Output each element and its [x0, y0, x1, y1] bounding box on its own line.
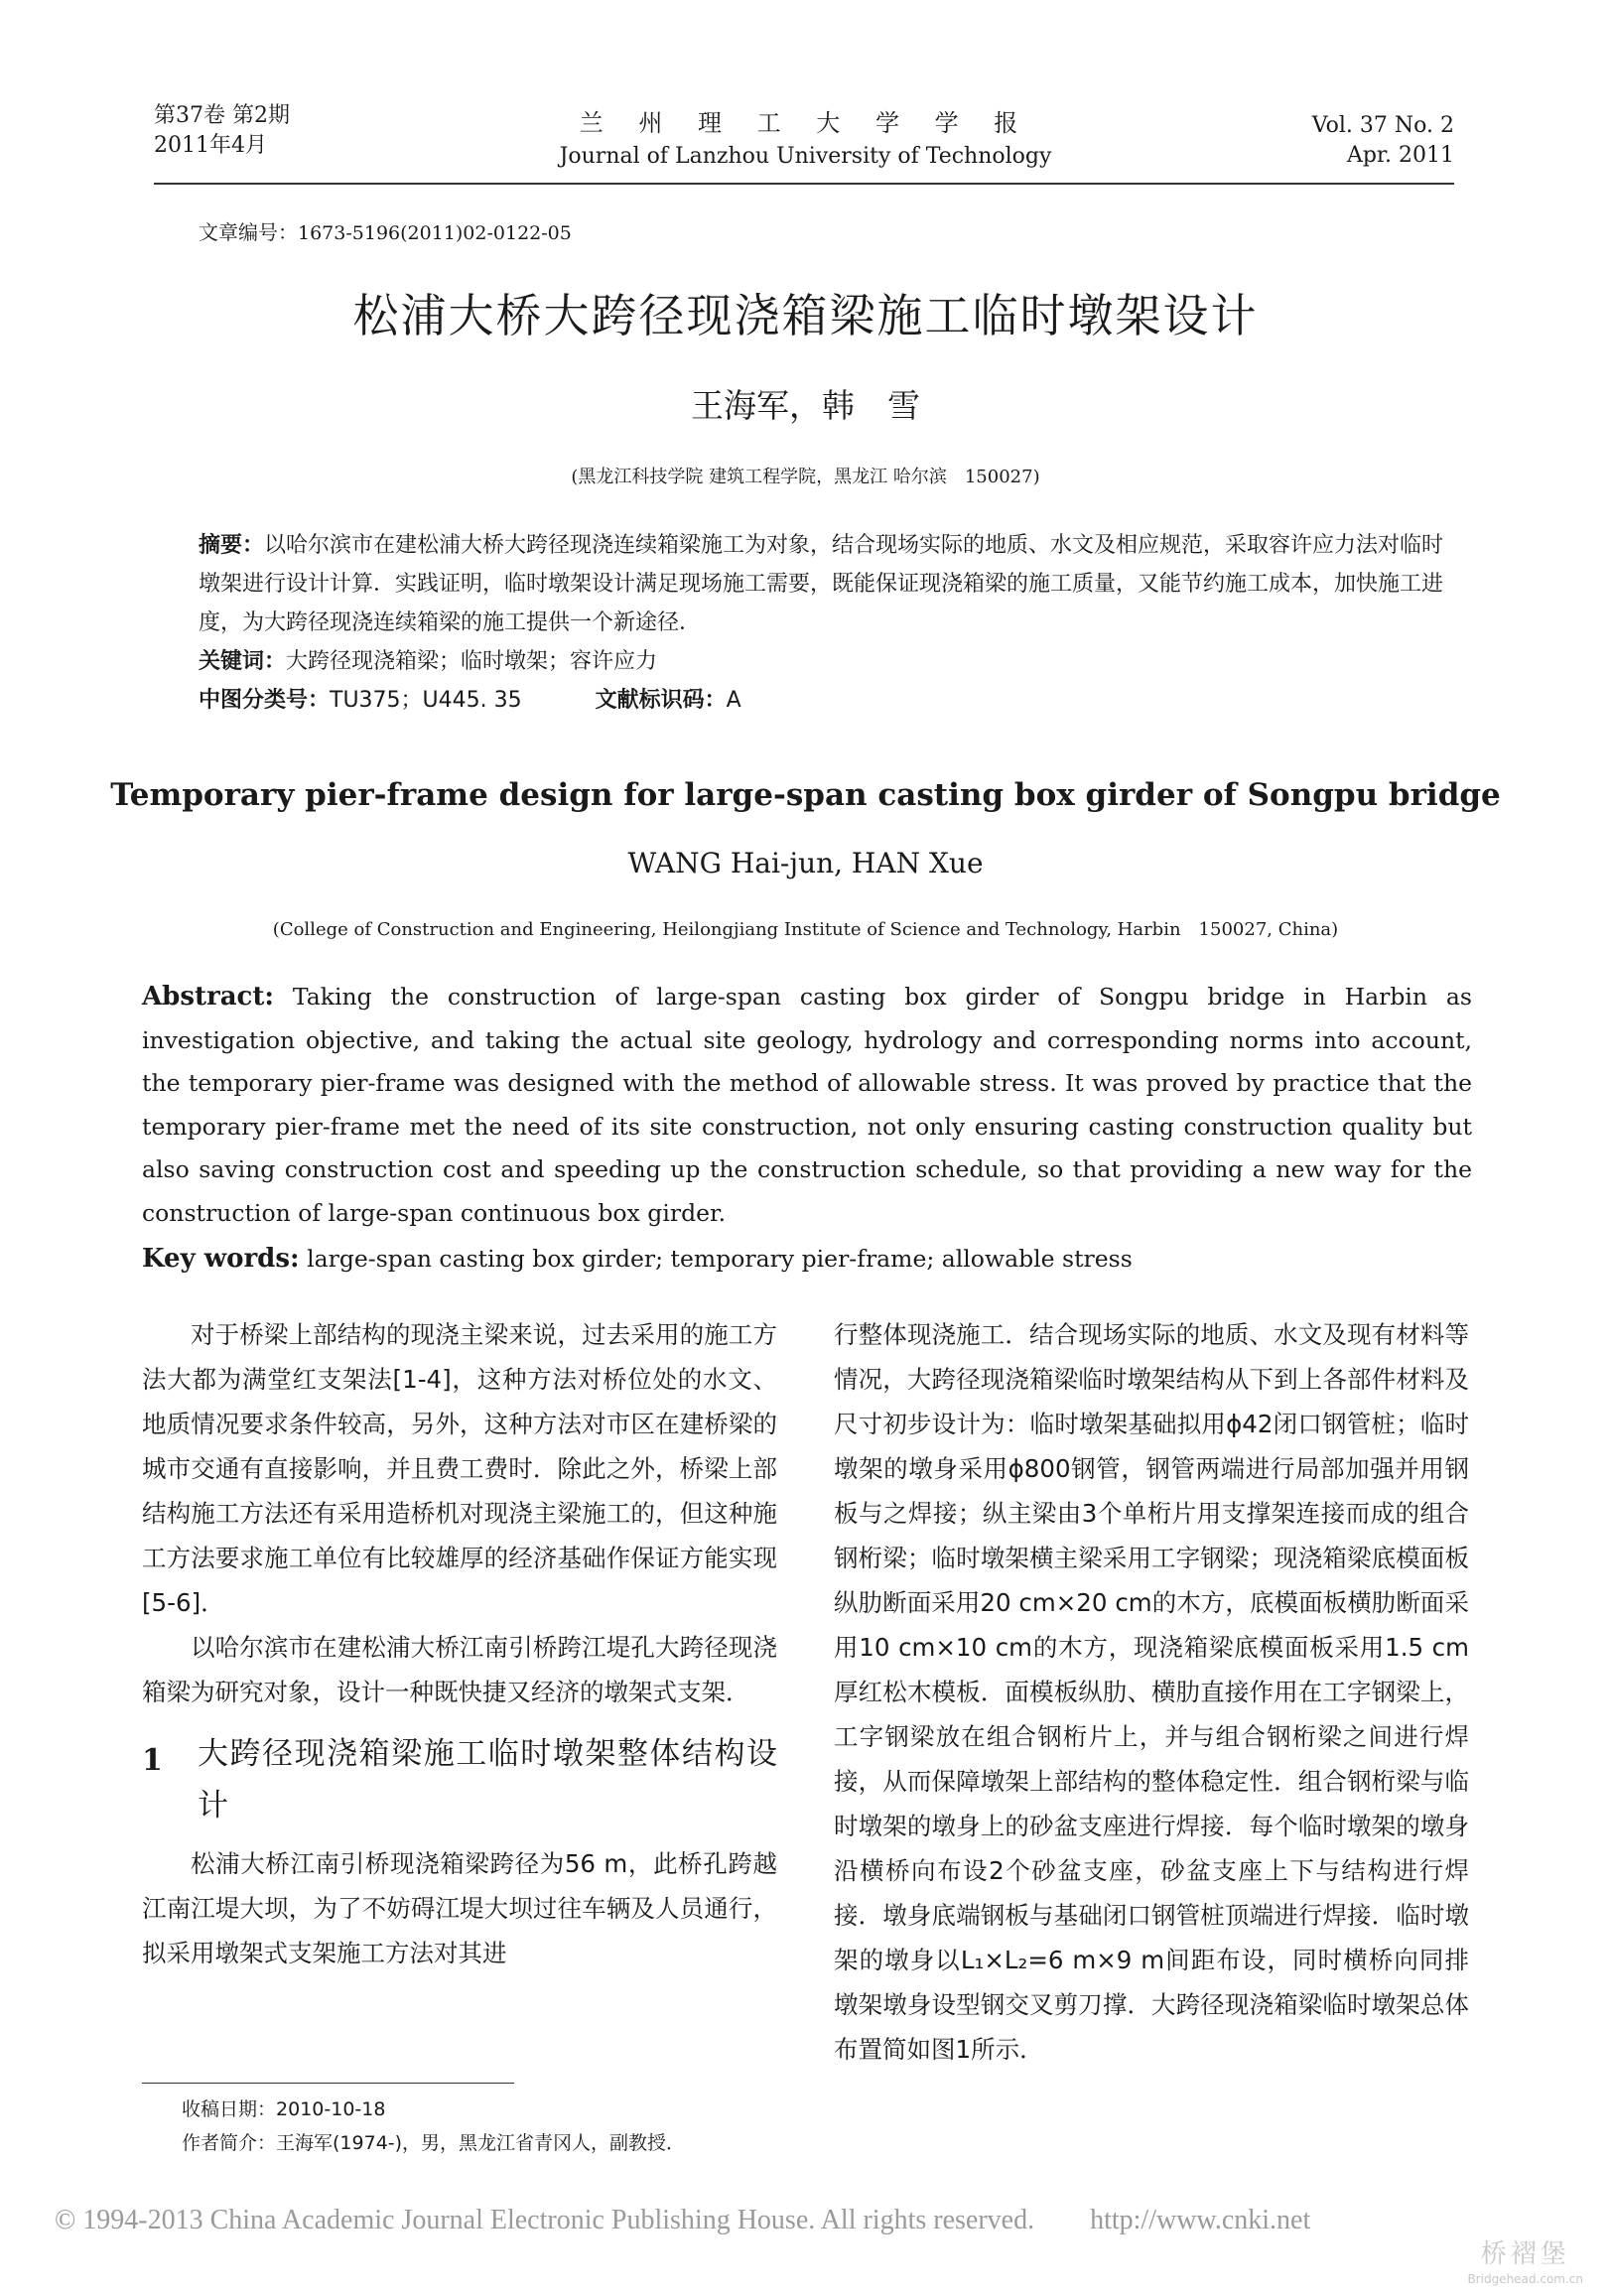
copyright-notice: © 1994-2013 China Academic Journal Electronic Publishing House. All rights reserved. http://www.cnki.net — [55, 2205, 1311, 2235]
journal-name-en: Journal of Lanzhou University of Technology — [559, 144, 1052, 169]
title-en: Temporary pier-frame design for large-span casting box girder of Songpu bridge — [110, 777, 1501, 813]
header-divider — [154, 183, 1454, 185]
keywords-cn-label: 关键词： — [199, 649, 287, 674]
body-paragraph: 松浦大桥江南引桥现浇箱梁跨径为56 m，此桥孔跨越江南江堤大坝，为了不妨碍江堤大坝过往车辆及人员通行，拟采用墩架式支架施工方法对其进 — [142, 1849, 777, 1967]
keywords-cn — [199, 642, 1449, 681]
abstract-en — [142, 976, 1472, 1235]
watermark-logo-text: 桥褶堡 — [1480, 2239, 1570, 2269]
keywords-en — [142, 1239, 1472, 1279]
received-label: 收稿日期： — [182, 2098, 277, 2120]
body-column-right — [834, 1312, 1469, 2072]
journal-name-cn: 兰 州 理 工 大 学 学 报 — [579, 109, 1032, 137]
volume-en: Vol. 37 No. 2 — [1311, 113, 1454, 138]
volume-cn: 第37卷 第2期 — [154, 103, 290, 128]
authors-cn: 王海军，韩 雪 — [691, 386, 920, 425]
abstract-cn-text: 以哈尔滨市在建松浦大桥大跨径现浇连续箱梁施工为对象，结合现场实际的地质、水文及相应规范，采取容许应力法对临时墩架进行设计计算．实践证明，临时墩架设计满足现场施工需要，既能保证现浇箱梁的施工质量，又能节约施工成本，加快施工进度，为大跨径现浇连续箱梁的施工提供一个新途径． — [199, 533, 1444, 635]
clc-label: 中图分类号： — [199, 688, 331, 713]
footnote-divider — [142, 2083, 514, 2084]
authors-en: WANG Hai-jun, HAN Xue — [627, 847, 984, 879]
article-number-label: 文章编号： — [199, 220, 298, 244]
body-paragraph: 行整体现浇施工．结合现场实际的地质、水文及现有材料等情况，大跨径现浇箱梁临时墩架结构从下到上各部件材料及尺寸初步设计为：临时墩架基础拟用ϕ42闭口钢管桩；临时墩架的墩身采用ϕ800钢管，钢管两端进行局部加强并用钢板与之焊接；纵主梁由3个单桁片用支撑架连接而成的组合钢桁梁；临时墩架横主梁采用工字钢梁；现浇箱梁底模面板纵肋断面采用20 cm×20 cm的木方，底模面板横肋断面采用10 cm×10 cm的木方，现浇箱梁底模面板采用1.5 cm厚红松木模板．面模板纵肋、横肋直接作用在工字钢梁上，工字钢梁放在组合钢桁片上，并与组合钢桁梁之间进行焊接，从而保障墩架上部结构的整体稳定性．组合钢桁梁与临时墩架的墩身上的砂盆支座进行焊接．每个临时墩架的墩身沿横桥向布设2个砂盆支座，砂盆支座上下与结构进行焊接．墩身底端钢板与基础闭口钢管桩顶端进行焊接．临时墩架的墩身以L₁×L₂=6 m×9 m间距布设，同时横桥向同排墩架墩身设型钢交叉剪刀撑．大跨径现浇箱梁临时墩架总体布置简如图1所示． — [834, 1320, 1469, 2064]
footnotes — [182, 2093, 685, 2160]
abstract-cn-block — [199, 526, 1449, 720]
received-date — [182, 2093, 685, 2126]
date-en: Apr. 2011 — [1346, 143, 1454, 168]
classification-row — [199, 681, 1449, 720]
affiliation-en: (College of Construction and Engineering, Heilongjiang Institute of Science and Technology, Harbin 150027, China) — [272, 919, 1339, 940]
title-cn: 松浦大桥大跨径现浇箱梁施工临时墩架设计 — [352, 289, 1259, 342]
keywords-en-text: large-span casting box girder; temporary pier-frame; allowable stress — [307, 1245, 1133, 1273]
section-number: 1 — [142, 1743, 163, 1778]
author-bio-label: 作者简介： — [182, 2132, 277, 2154]
body-paragraph: 以哈尔滨市在建松浦大桥江南引桥跨江堤孔大跨径现浇箱梁为研究对象，设计一种既快捷又经济的墩架式支架． — [142, 1633, 777, 1706]
section-heading — [142, 1728, 777, 1831]
abstract-cn-label: 摘要： — [199, 533, 265, 558]
affiliation-cn: (黑龙江科技学院 建筑工程学院，黑龙江 哈尔滨 150027) — [571, 467, 1040, 487]
abstract-cn — [199, 526, 1449, 642]
article-number — [199, 216, 572, 245]
section-title: 大跨径现浇箱梁施工临时墩架整体结构设计 — [198, 1736, 777, 1823]
abstract-en-label: Abstract: — [142, 982, 274, 1012]
body-column-left — [142, 1312, 777, 1975]
watermark-url: Bridgehead.com.cn — [1467, 2272, 1583, 2286]
author-bio-text: 王海军(1974-)，男，黑龙江省青冈人，副教授． — [276, 2132, 686, 2154]
clc-value: TU375；U445. 35 — [330, 688, 522, 713]
received-value: 2010-10-18 — [276, 2098, 386, 2120]
site-watermark — [1467, 2233, 1583, 2286]
keywords-cn-text: 大跨径现浇箱梁；临时墩架；容许应力 — [286, 649, 658, 674]
doc-code-value: A — [726, 688, 741, 713]
keywords-en-label: Key words: — [142, 1244, 300, 1274]
body-paragraph: 对于桥梁上部结构的现浇主梁来说，过去采用的施工方法大都为满堂红支架法[1-4]，这种方法对桥位处的水文、地质情况要求条件较高，另外，这种方法对市区在建桥梁的城市交通有直接影响，并且费工费时．除此之外，桥梁上部结构施工方法还有采用造桥机对现浇主梁施工的，但这种施工方法要求施工单位有比较雄厚的经济基础作保证方能实现[5-6]． — [142, 1320, 777, 1617]
article-number-value: 1673-5196(2011)02-0122-05 — [298, 222, 572, 244]
abstract-en-text: Taking the construction of large-span casting box girder of Songpu bridge in Harbin as investigation objective, and taking the actual site geology, hydrology and corresponding norms into account, the temporary pier-frame was designed with the method of allowable stress. It was proved by practice that the temporary pier-frame met the need of its site construction, not only ensuring casting construction quality but also saving construction cost and speeding up the construction schedule, so that providing a new way for the construction of large-span continuous box girder. — [142, 983, 1472, 1227]
doc-code-label: 文献标识码： — [595, 688, 727, 713]
date-cn: 2011年4月 — [154, 133, 267, 158]
issue-info-en — [1312, 111, 1454, 171]
author-bio — [182, 2126, 685, 2160]
